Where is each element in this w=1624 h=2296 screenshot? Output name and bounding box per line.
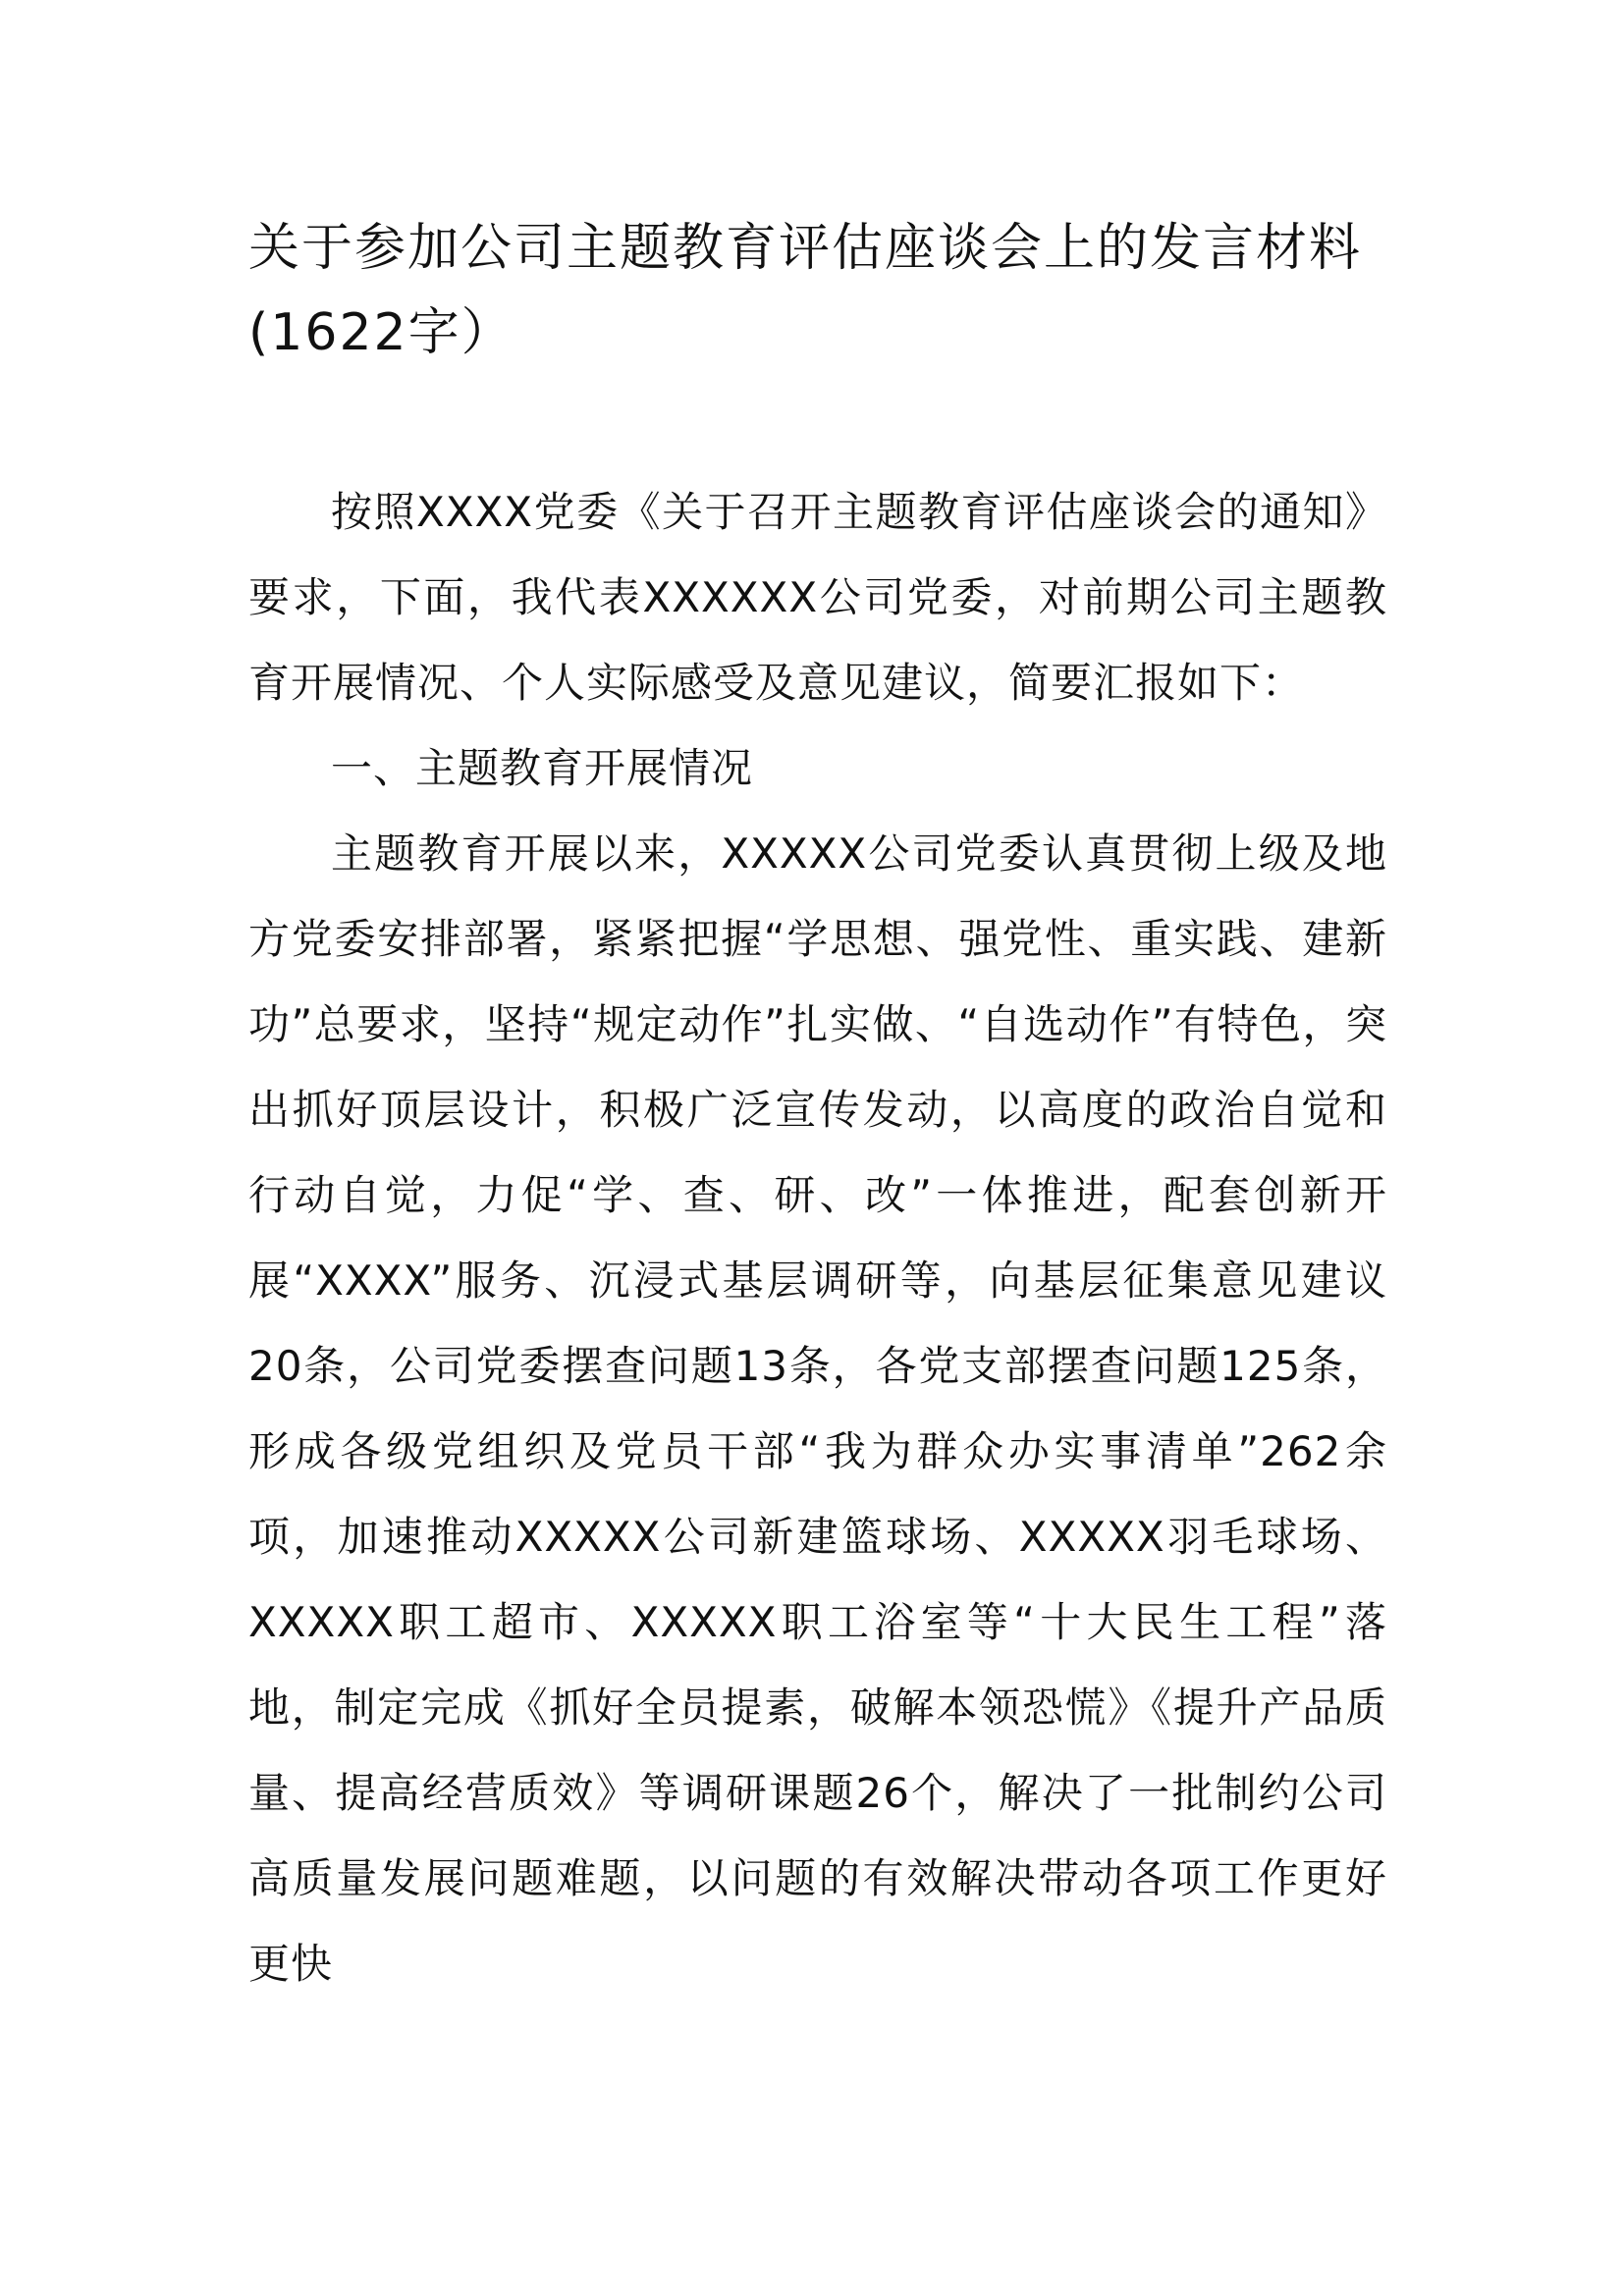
- document-title: 关于参加公司主题教育评估座谈会上的发言材料(1622字）: [248, 219, 1363, 362]
- document-body: [248, 469, 1387, 2006]
- intro-paragraph: 按照XXXX党委《关于召开主题教育评估座谈会的通知》要求，下面，我代表XXXXXX公司党委，对前期公司主题教育开展情况、个人实际感受及意见建议，简要汇报如下：: [248, 488, 1387, 707]
- body-paragraph: 主题教育开展以来，XXXXX公司党委认真贯彻上级及地方党委安排部署，紧紧把握“学思想、强党性、重实践、建新功”总要求，坚持“规定动作”扎实做、“自选动作”有特色，突出抓好顶层设计，积极广泛宣传发动，以高度的政治自觉和行动自觉，力促“学、查、研、改”一体推进，配套创新开展“XXXX”服务、沉浸式基层调研等，向基层征集意见建议20条，公司党委摆查问题13条，各党支部摆查问题125条，形成各级党组织及党员干部“我为群众办实事清单”262余项，加速推动XXXXX公司新建篮球场、XXXXX羽毛球场、XXXXX职工超市、XXXXX职工浴室等“十大民生工程”落地，制定完成《抓好全员提素，破解本领恐慌》《提升产品质量、提高经营质效》等调研课题26个，解决了一批制约公司高质量发展问题难题，以问题的有效解决带动各项工作更好更快: [248, 829, 1387, 1988]
- section-heading: 一、主题教育开展情况: [331, 744, 754, 792]
